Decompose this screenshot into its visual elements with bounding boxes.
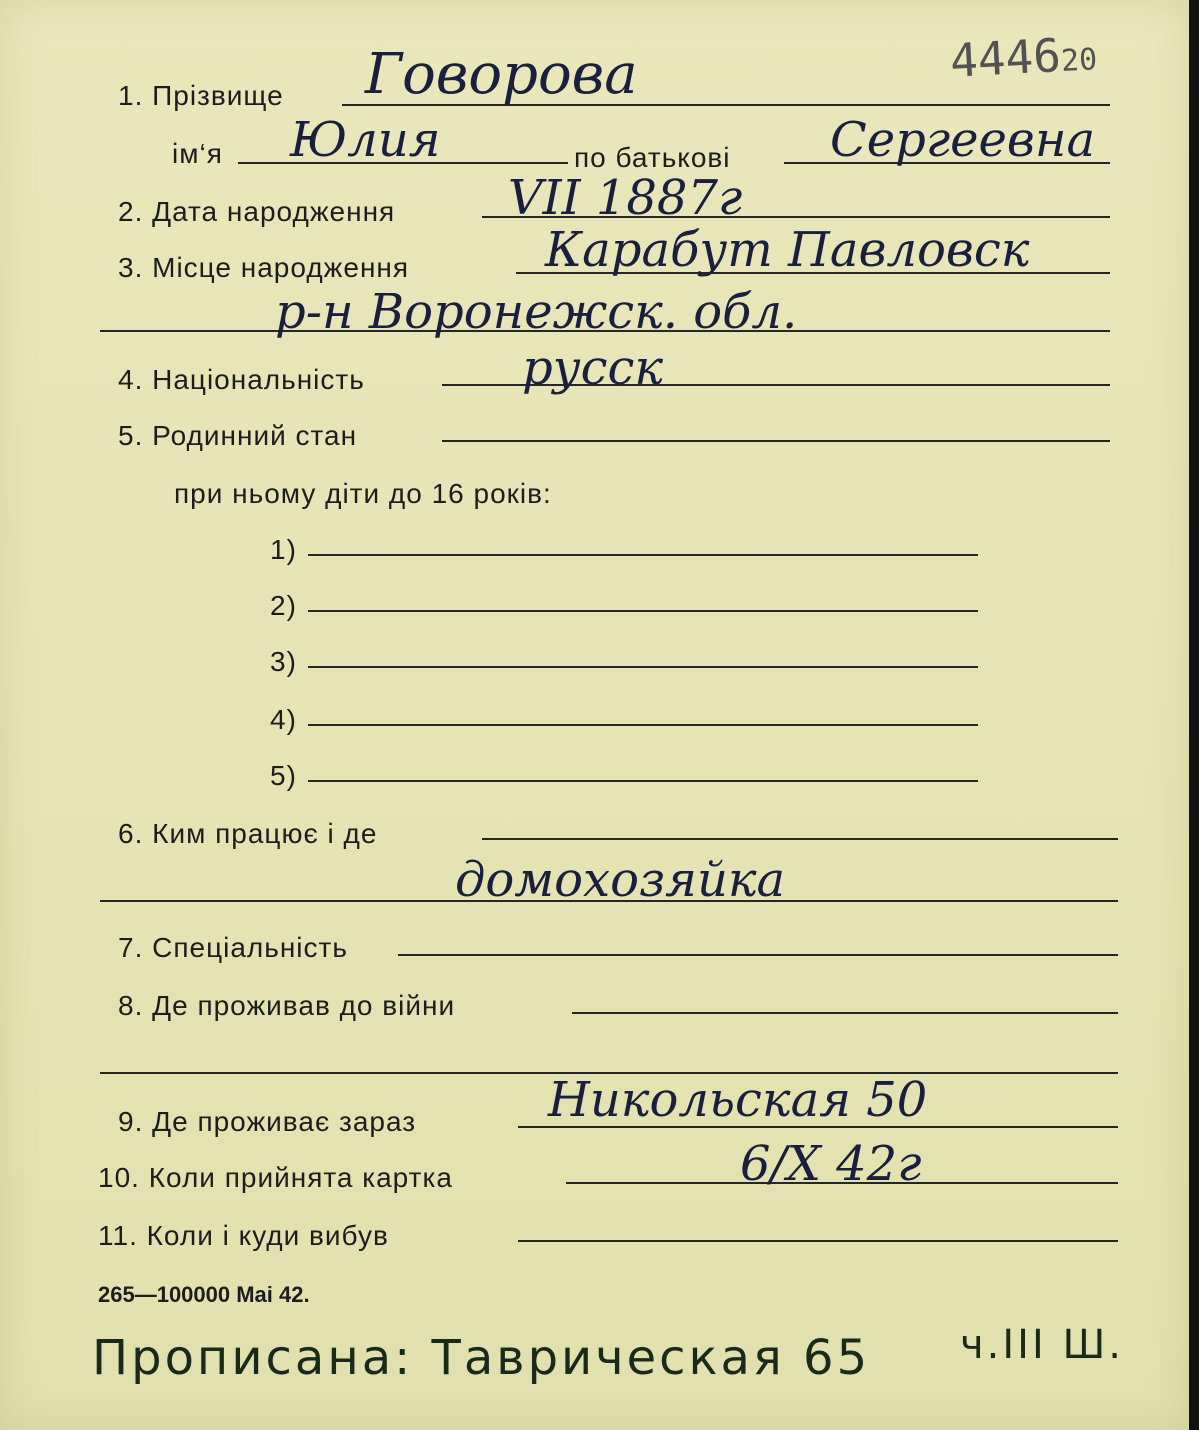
patronymic-value: Сергеевна bbox=[830, 112, 1096, 168]
name-label: ім‘я bbox=[172, 138, 223, 169]
child-5-label: 5) bbox=[270, 760, 297, 791]
prewar-line bbox=[572, 1012, 1118, 1014]
registration-note: Прописана: Таврическая 65 bbox=[92, 1330, 871, 1386]
registration-note-suffix: ч.III Ш. bbox=[960, 1322, 1124, 1368]
child-3-label: 3) bbox=[270, 646, 297, 677]
departure-line bbox=[518, 1240, 1118, 1242]
card-date-label: 10. Коли прийнята картка bbox=[98, 1162, 453, 1193]
departure-label: 11. Коли і куди вибув bbox=[98, 1220, 389, 1251]
patronymic-label: по батькові bbox=[574, 142, 731, 173]
nationality-label: 4. Національність bbox=[118, 364, 365, 395]
name-value: Юлия bbox=[290, 112, 441, 168]
surname-label: 1. Прізвище bbox=[118, 80, 284, 111]
child-5-line bbox=[308, 780, 978, 782]
surname-value: Говорова bbox=[365, 42, 638, 107]
marital-label: 5. Родинний стан bbox=[118, 420, 358, 451]
specialty-label: 7. Спеціальність bbox=[118, 932, 348, 963]
birthplace-value-1: Карабут Павловск bbox=[545, 222, 1030, 278]
archive-number: 444620 bbox=[948, 28, 1099, 88]
child-2-line bbox=[308, 610, 978, 612]
child-3-line bbox=[308, 666, 978, 668]
nationality-value: русск bbox=[522, 340, 663, 396]
birthplace-label: 3. Місце народження bbox=[118, 252, 410, 283]
child-1-label: 1) bbox=[270, 534, 297, 565]
work-line bbox=[482, 838, 1118, 840]
birthplace-value-2: р-н Воронежск. обл. bbox=[275, 284, 798, 340]
child-1-line bbox=[308, 554, 978, 556]
children-label: при ньому діти до 16 років: bbox=[174, 478, 552, 509]
current-label: 9. Де проживає зараз bbox=[118, 1106, 417, 1137]
prewar-label: 8. Де проживав до війни bbox=[118, 990, 456, 1021]
specialty-line bbox=[398, 954, 1118, 956]
work-value: домохозяйка bbox=[455, 852, 786, 908]
birthdate-label: 2. Дата народження bbox=[118, 196, 396, 227]
print-code: 265—100000 Mai 42. bbox=[98, 1282, 310, 1307]
scan-edge bbox=[1189, 0, 1199, 1430]
current-value: Никольская 50 bbox=[548, 1072, 928, 1128]
birthdate-value: VII 1887г bbox=[508, 170, 743, 226]
marital-line bbox=[442, 440, 1110, 442]
child-4-line bbox=[308, 724, 978, 726]
child-4-label: 4) bbox=[270, 704, 297, 735]
child-2-label: 2) bbox=[270, 590, 297, 621]
work-label: 6. Ким працює і де bbox=[118, 818, 378, 849]
card-date-value: 6/X 42г bbox=[740, 1136, 922, 1192]
